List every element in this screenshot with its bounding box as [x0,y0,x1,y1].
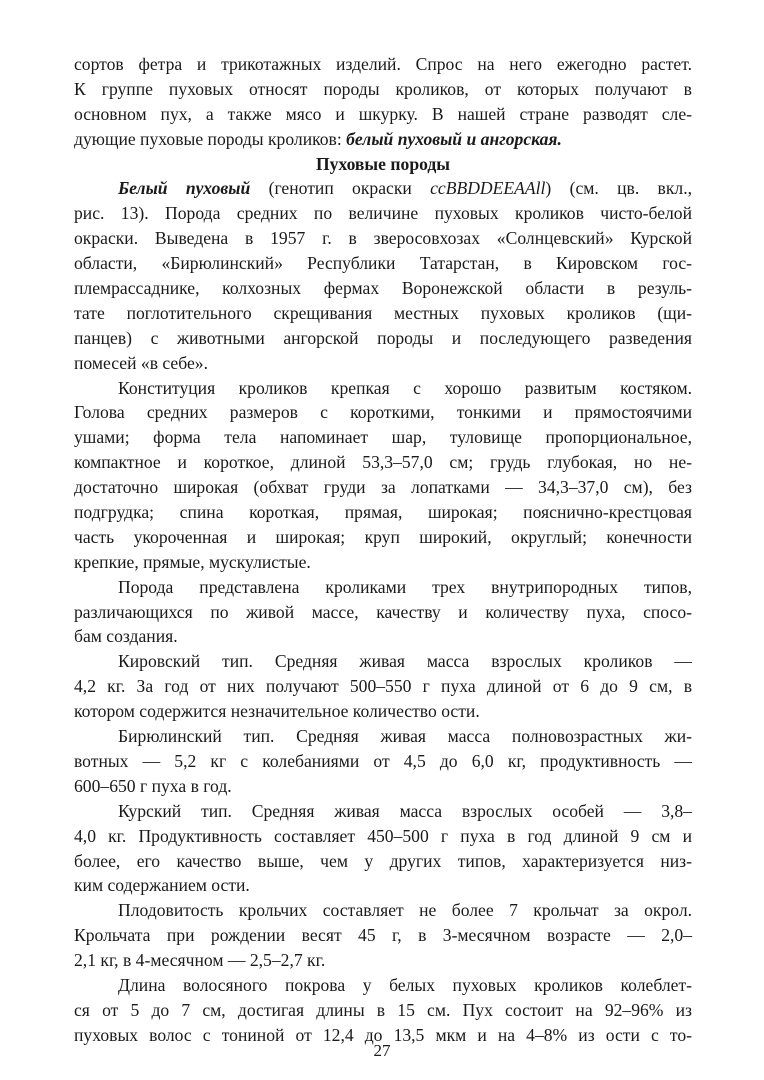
text-line: Кировский тип. Средняя живая масса взрослых кроликов — [118,651,692,672]
text-line: Порода представлена кроликами трех внутрипородных типов, [118,576,692,597]
text-line: К группе пуховых относят породы кроликов, от которых получают в [74,78,692,99]
paragraph-biryulin-type [74,724,692,799]
text-line: 4,0 кг. Продуктивность составляет 450–500 г пуха в год длиной 9 см и [74,825,692,846]
text-line: помесей «в себе». [74,352,208,373]
paragraph-kirov-type [74,649,692,724]
paragraph-fertility [74,898,692,973]
breed-name: Белый пуховый [118,178,251,199]
text-line: пуховых волос с тониной от 12,4 до 13,5 мкм и на 4–8% из ости с то- [74,1024,692,1045]
text-line: крепкие, прямые, мускулистые. [74,551,311,572]
text-line: часть укороченная и широкая; круп широкий, округлый; конечности [74,526,692,547]
text-line [74,127,692,152]
text-line: различающихся по живой массе, качеству и количеству пуха, спосо- [74,601,692,622]
paragraph-types-intro [74,575,692,650]
text-line: окраски. Выведена в 1957 г. в зверосовхозах «Солнцевский» Курской [74,228,692,249]
text-line [74,176,692,201]
paragraph-constitution [74,376,692,575]
text-line: Бирюлинский тип. Средняя живая масса полновозрастных жи- [118,726,692,747]
text-line: котором содержится незначительное количество ости. [74,701,480,722]
text-fragment: (генотип окраски [250,178,431,199]
paragraph-breed-description [74,176,692,375]
section-heading: Пуховые породы [315,153,451,174]
text-line: Конституция кроликов крепкая с хорошо развитым костяком. [118,377,692,398]
text-line: ушами; форма тела напоминает шар, туловище пропорциональное, [74,427,692,448]
text-line: тате поглотительного скрещивания местных пуховых кроликов (щи- [74,302,692,323]
text-line: подгрудка; спина короткая, прямая, широкая; пояснично-крестцовая [74,502,692,523]
text-line: 2,1 кг, в 4-месячном — 2,5–2,7 кг. [74,950,326,971]
paragraph-kursk-type [74,799,692,899]
text-line: ся от 5 до 7 см, достигая длины в 15 см. Пух состоит на 92–96% из [74,999,692,1020]
text-line: Длина волосяного покрова у белых пуховых кроликов колеблет- [118,974,692,995]
text-line: достаточно широкая (обхват груди за лопатками — 34,3–37,0 см), без [74,477,692,498]
text-line: 4,2 кг. За год от них получают 500–550 г пуха длиной от 6 до 9 см, в [74,676,692,697]
paragraph-intro [74,52,692,152]
text-line: бам создания. [74,626,178,647]
page-number: 27 [373,1041,391,1060]
text-line: Плодовитость крольчих составляет не более 7 крольчат за окрол. [118,900,692,921]
text-line: более, его качество выше, чем у других типов, характеризуется низ- [74,850,692,871]
genotype-formula: ccBBDDEEAAll [430,178,546,199]
text-fragment: ) (см. цв. вкл., [545,178,692,199]
text-line: области, «Бирюлинский» Республики Татарстан, в Кировском гос- [74,253,692,274]
text-line: ким содержанием ости. [74,875,250,896]
text-line: Крольчата при рождении весят 45 г, в 3-месячном возрасте — 2,0– [74,925,692,946]
text-line: Курский тип. Средняя живая масса взрослых особей — 3,8– [118,800,692,821]
text-line: компактное и короткое, длиной 53,3–57,0 см; грудь глубокая, но не- [74,452,692,473]
paragraph-hair [74,973,692,1048]
text-line: Голова средних размеров с короткими, тонкими и прямостоячими [74,402,692,423]
text-line: основном пух, а также мясо и шкурку. В нашей стране разводят сле- [74,103,692,124]
page-text [74,52,692,1048]
text-line: 600–650 г пуха в год. [74,775,232,796]
text-line: вотных — 5,2 кг с колебаниями от 4,5 до 6,0 кг, продуктивность — [74,750,692,771]
text-fragment: дующие пуховые породы кроликов: [74,128,347,149]
text-line: панцев) с животными ангорской породы и последующего разведения [74,327,692,348]
text-line: сортов фетра и трикотажных изделий. Спрос на него ежегодно растет. [74,54,692,74]
text-line: рис. 13). Порода средних по величине пуховых кроликов чисто-белой [74,203,692,224]
text-line: племрассаднике, колхозных фермах Воронежской области в резуль- [74,278,692,299]
breed-names-emphasis: белый пуховый и ангорская. [346,128,562,149]
